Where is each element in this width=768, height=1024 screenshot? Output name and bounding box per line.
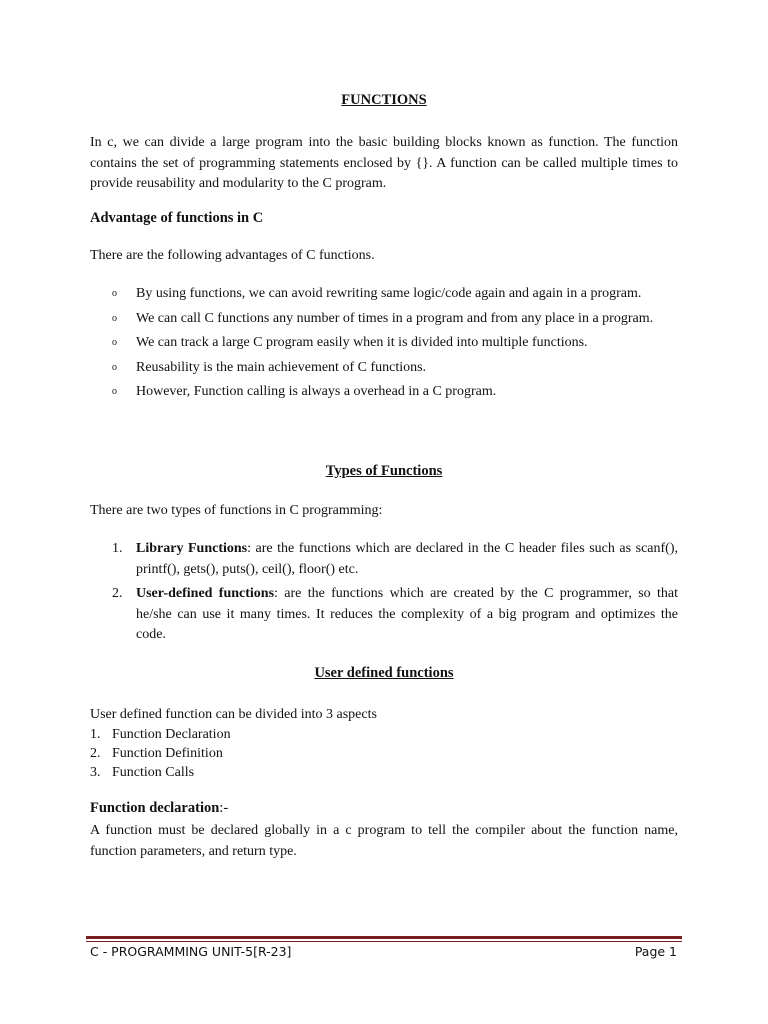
footer-course-label: C - PROGRAMMING UNIT-5[R-23]	[90, 944, 292, 959]
declaration-paragraph: A function must be declared globally in a c program to tell the compiler about the function name, function parameters, and return type.	[90, 823, 678, 859]
declaration-heading: Function declaration:-	[90, 800, 229, 816]
user-defined-functions-term: User-defined functions	[136, 586, 275, 601]
list-item: o By using functions, we can avoid rewriting same logic/code again and again in a program.	[90, 284, 678, 305]
bullet-icon: o	[112, 361, 117, 373]
advantages-list	[90, 284, 678, 407]
types-lead: There are two types of functions in C programming:	[90, 503, 383, 518]
page-number: Page 1	[634, 944, 677, 959]
advantages-lead: There are the following advantages of C functions.	[90, 248, 375, 263]
list-item: 2. User-defined functions: are the functions which are created by the C programmer, so that he/she can use it many times. It reduces the complexity of a big program and optimizes the code.	[112, 586, 678, 642]
list-item: 3. Function Calls	[90, 765, 195, 780]
list-item: 2. Function Definition	[90, 746, 223, 761]
bullet-icon: o	[112, 386, 117, 397]
library-functions-term: Library Functions	[136, 541, 248, 556]
list-item: o Reusability is the main achievement of C functions.	[90, 358, 678, 379]
bullet-icon: o	[112, 337, 117, 348]
footer-divider	[86, 936, 682, 939]
footer-divider-thin	[86, 941, 682, 942]
bullet-icon: o	[112, 288, 117, 299]
list-item: 1. Function Declaration	[90, 727, 231, 742]
bullet-icon: o	[112, 312, 117, 324]
user-defined-heading: User defined functions	[314, 665, 454, 681]
types-list	[90, 539, 678, 650]
types-heading: Types of Functions	[325, 463, 443, 479]
user-defined-lead: User defined function can be divided into 3 aspects	[90, 707, 377, 722]
advantages-heading: Advantage of functions in C	[90, 210, 264, 226]
intro-paragraph: In c, we can divide a large program into the basic building blocks known as function. The function contains the set of programming statements enclosed by {}. A function can be called multiple times to provide reusability and modularity to the C program.	[90, 135, 678, 191]
aspects-list	[90, 725, 231, 782]
list-item: 1. Library Functions: are the functions which are declared in the C header files such as scanf(), printf(), gets(), puts(), ceil(), floor() etc.	[112, 541, 678, 577]
list-item: o However, Function calling is always a overhead in a C program.	[90, 382, 678, 403]
list-item: o We can call C functions any number of times in a program and from any place in a program.	[90, 309, 678, 330]
page-title: FUNCTIONS	[341, 92, 427, 108]
list-item: o We can track a large C program easily when it is divided into multiple functions.	[90, 333, 678, 354]
